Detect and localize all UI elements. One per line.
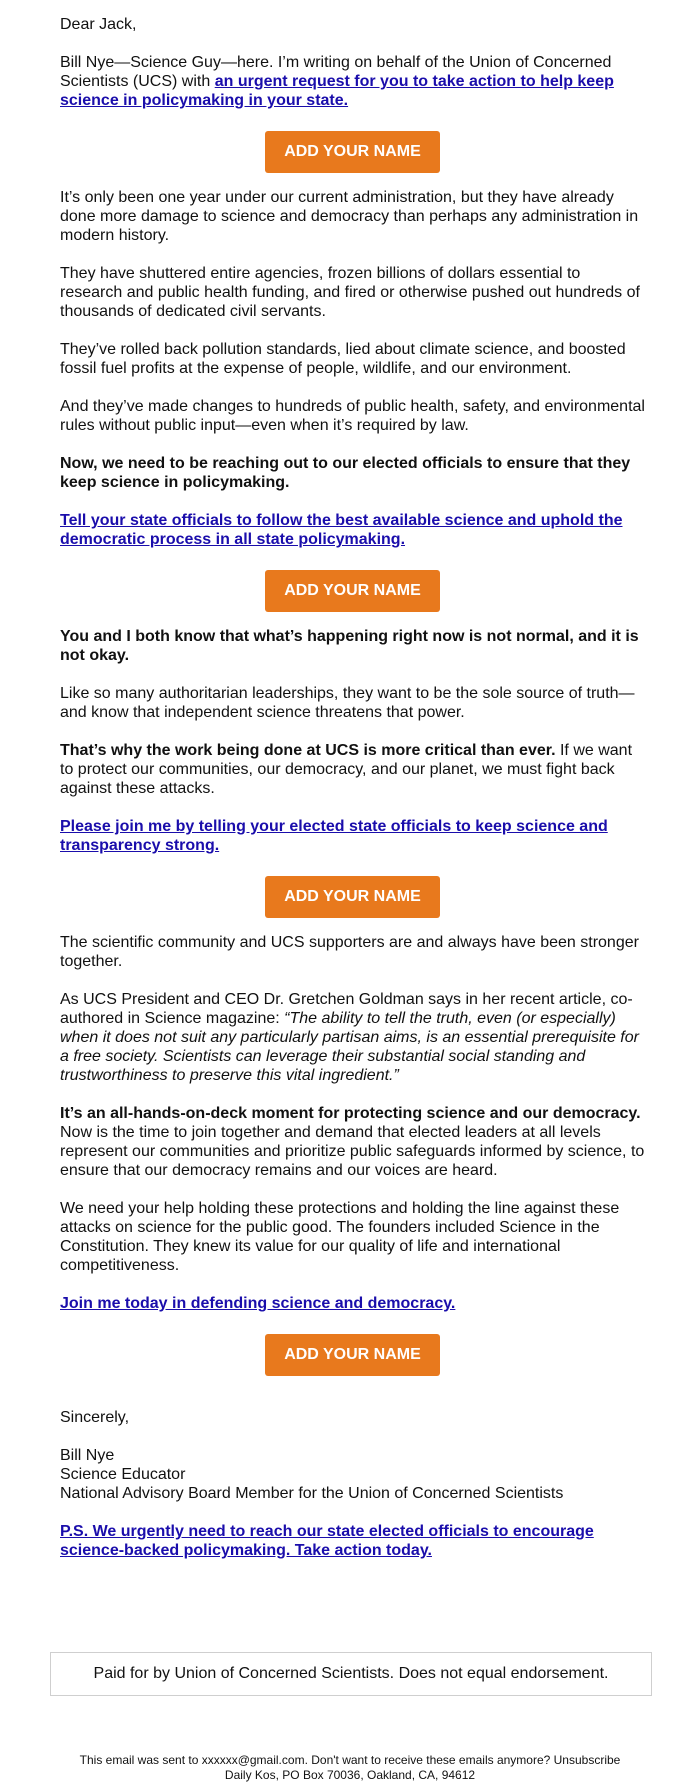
footer-address: Daily Kos, PO Box 70036, Oakland, CA, 94612 xyxy=(224,1768,476,1782)
intro-paragraph xyxy=(60,53,645,110)
defend-science-link[interactable]: Join me today in defending science and democracy. xyxy=(60,1295,456,1312)
signer-title: Science Educator xyxy=(60,1466,186,1483)
signer-role: National Advisory Board Member for the Union of Concerned Scientists xyxy=(60,1485,564,1502)
add-your-name-button[interactable]: ADD YOUR NAME xyxy=(265,131,440,173)
email-body xyxy=(60,0,645,1560)
paragraph-10-lead: As UCS President and CEO Dr. Gretchen Goldman says in her recent article, co-authored in Science magazine: xyxy=(60,991,633,1027)
closing: Sincerely, xyxy=(60,1409,130,1426)
paragraph-1: It’s only been one year under our current administration, but they have already done more damage to science and democracy than perhaps any administration in modern history. xyxy=(60,189,639,244)
add-your-name-button[interactable]: ADD YOUR NAME xyxy=(265,1334,440,1376)
link-paragraph-3 xyxy=(60,817,645,855)
paragraph-8-bold: That’s why the work being done at UCS is more critical than ever. xyxy=(60,742,556,759)
paragraph-2: They have shuttered entire agencies, frozen billions of dollars essential to research and public health funding, and fired or otherwise pushed out hundreds of thousands of dedicated civil servants. xyxy=(60,265,640,320)
paragraph-11-bold: It’s an all-hands-on-deck moment for protecting science and our democracy. xyxy=(60,1105,641,1122)
paragraph-10 xyxy=(60,990,645,1085)
paragraph-11-rest: Now is the time to join together and demand that elected leaders at all levels represent our communities and prioritize public safeguards informed by science, to ensure that our democracy remains and our voices are heard. xyxy=(60,1124,645,1179)
paragraph-12: We need your help holding these protections and holding the line against these attacks on science for the public good. The founders included Science in the Constitution. They knew its value for our quality of life and international competitiveness. xyxy=(60,1200,620,1274)
footer-recipient-line: This email was sent to xxxxxx@gmail.com. Don't want to receive these emails anymore? Unsubscribe xyxy=(79,1753,621,1767)
paragraph-6: You and I both know that what’s happening right now is not normal, and it is not okay. xyxy=(60,628,639,664)
ps-action-link[interactable]: P.S. We urgently need to reach our state elected officials to encourage science-backed policymaking. Take action today. xyxy=(60,1523,594,1559)
paragraph-5: Now, we need to be reaching out to our elected officials to ensure that they keep science in policymaking. xyxy=(60,455,631,491)
link-paragraph-2 xyxy=(60,511,645,549)
add-your-name-button[interactable]: ADD YOUR NAME xyxy=(265,876,440,918)
link-paragraph-4 xyxy=(60,1294,645,1313)
ps-paragraph xyxy=(60,1522,645,1560)
paid-for-disclaimer: Paid for by Union of Concerned Scientists. Does not equal endorsement. xyxy=(50,1652,652,1696)
email-footer xyxy=(0,1753,700,1783)
paragraph-8-rest: If we want to protect our communities, our democracy, and our planet, we must fight back against these attacks. xyxy=(60,742,633,797)
greeting: Dear Jack, xyxy=(60,16,137,33)
cta-wrap-3 xyxy=(60,876,645,918)
signer-name: Bill Nye xyxy=(60,1447,115,1464)
paragraph-11 xyxy=(60,1104,645,1180)
cta-wrap-1 xyxy=(60,131,645,173)
paragraph-8 xyxy=(60,741,645,798)
paragraph-3: They’ve rolled back pollution standards, lied about climate science, and boosted fossil fuel profits at the expense of people, wildlife, and our environment. xyxy=(60,341,626,377)
transparency-link[interactable]: Please join me by telling your elected state officials to keep science and transparency strong. xyxy=(60,818,608,854)
goldman-quote: “The ability to tell the truth, even (or especially) when it does not suit any particularly partisan aims, is an essential prerequisite for a free society. Scientists can leverage their substantial social standing and trustworthiness to preserve this vital ingredient.” xyxy=(60,1010,639,1084)
cta-wrap-2 xyxy=(60,570,645,612)
state-officials-link[interactable]: Tell your state officials to follow the best available science and uphold the democratic process in all state policymaking. xyxy=(60,512,623,548)
paragraph-4: And they’ve made changes to hundreds of public health, safety, and environmental rules without public input—even when it’s required by law. xyxy=(60,398,645,434)
intro-action-link[interactable]: an urgent request for you to take action to help keep science in policymaking in your state. xyxy=(60,73,614,109)
paragraph-9: The scientific community and UCS supporters are and always have been stronger together. xyxy=(60,934,639,970)
intro-text: Bill Nye—Science Guy—here. I’m writing on behalf of the Union of Concerned Scientists (UCS) with xyxy=(60,54,612,90)
cta-wrap-4 xyxy=(60,1334,645,1376)
add-your-name-button[interactable]: ADD YOUR NAME xyxy=(265,570,440,612)
paragraph-7: Like so many authoritarian leaderships, they want to be the sole source of truth—and know that independent science threatens that power. xyxy=(60,685,635,721)
